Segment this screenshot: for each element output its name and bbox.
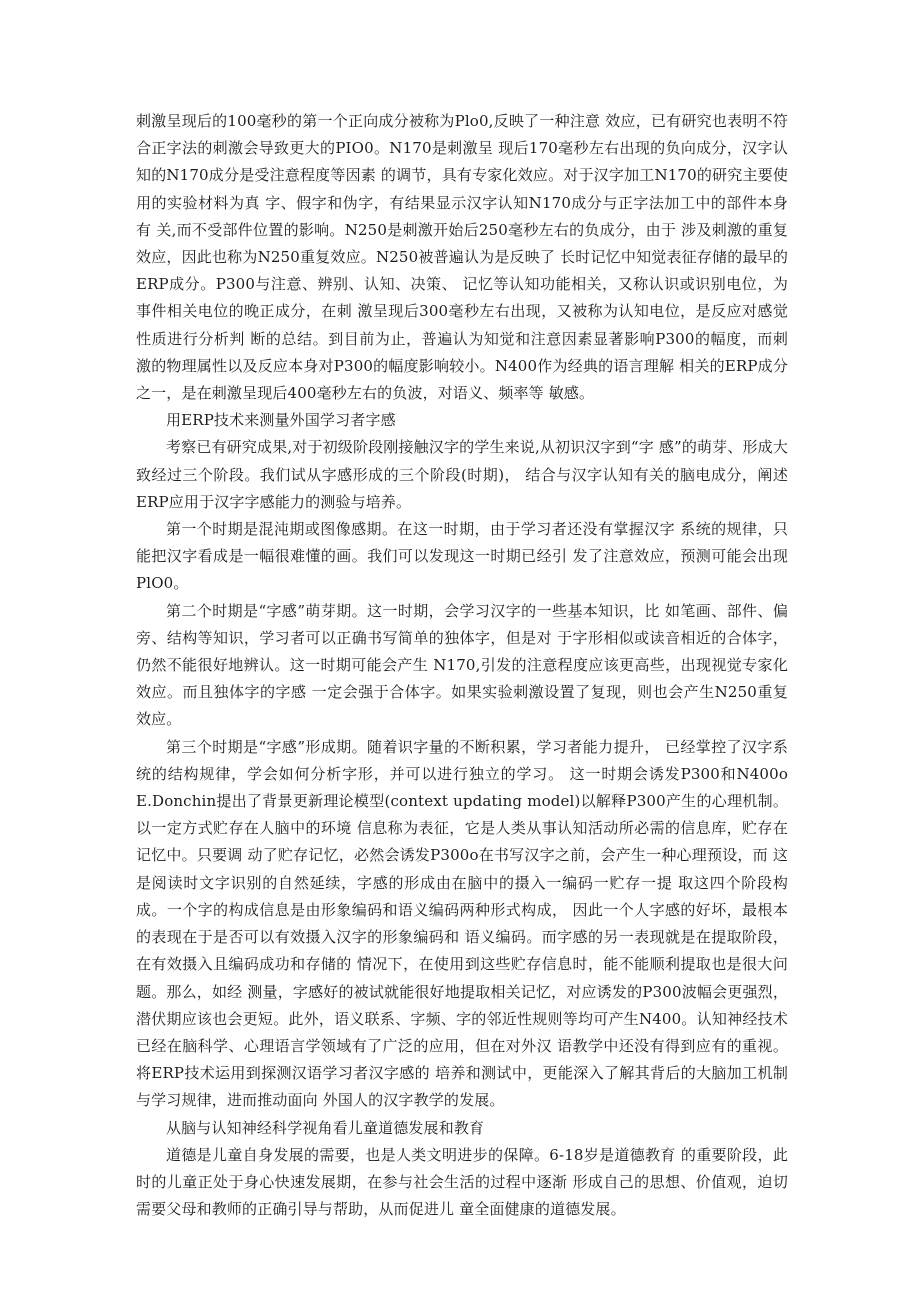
paragraph-stage-one: 第一个时期是混沌期或图像感期。在这一时期，由于学习者还没有掌握汉字 系统的规律，只能把汉字看成是一幅很难懂的画。我们可以发现这一时期已经引 发了注意效应，预测可能会出现PlO0。 (136, 520, 788, 593)
paragraph-stage-three: 第三个时期是“字感”形成期。随着识字量的不断积累，学习者能力提升， 已经掌控了汉字系统的结构规律，学会如何分析字形，并可以进行独立的学习。 这一时期会诱发P300和N400o E.Donchin提出了背景更新理论模型(context updating model)以解释P300产生的心理机制。以一定方式贮存在人脑中的环境 信息称为表征，它是人类从事认知活动所必需的信息库，贮存在记忆中。只要调 动了贮存记忆，必然会诱发P300o在书写汉字之前，会产生一种心理预设，而 这是阅读时文字识别的自然延续，字感的形成由在脑中的摄入一编码一贮存一提 取这四个阶段构成。一个字的构成信息是由形象编码和语义编码两种形式构成， 因此一个人字感的好坏，最根本的表现在于是否可以有效摄入汉字的形象编码和 语义编码。而字感的另一表现就是在提取阶段，在有效摄入且编码成功和存储的 情况下，在使用到这些贮存信息时，能不能顺利提取也是很大问题。那么，如经 测量，字感好的被试就能很好地提取相关记忆，对应诱发的P300波幅会更强烈，潜伏期应该也会更短。此外，语义联系、字频、字的邻近性规则等均可产生N400。认知神经技术已经在脑科学、心理语言学领域有了广泛的应用，但在对外汉 语教学中还没有得到应有的重视。将ERP技术运用到探测汉语学习者汉字感的 培养和测试中，更能深入了解其背后的大脑加工机制与学习规律，进而推动面向 外国人的汉字教学的发展。 (136, 737, 788, 1110)
paragraph-three-stages: 考察已有研究成果,对于初级阶段刚接触汉字的学生来说,从初识汉字到“字 感”的萌芽、形成大致经过三个阶段。我们试从字感形成的三个阶段(时期)， 结合与汉字认知有关的脑电成分，阐述ERP应用于汉字字感能力的测验与培养。 (136, 438, 788, 511)
paragraph-moral-education: 道德是儿童自身发展的需要，也是人类文明进步的保障。6-18岁是道德教育 的重要阶段，此时的儿童正处于身心快速发展期，在参与社会生活的过程中逐渐 形成自己的思想、价值观，迫切需要父母和教师的正确引导与帮助，从而促进儿 童全面健康的道德发展。 (136, 1145, 788, 1219)
document-page (136, 108, 788, 1223)
section-heading-moral-development: 从脑与认知神经科学视角看儿童道德发展和教育 (166, 1118, 485, 1137)
paragraph-stage-two: 第二个时期是“字感”萌芽期。这一时期，会学习汉字的一些基本知识，比 如笔画、部件、偏旁、结构等知识，学习者可以正确书写简单的独体字，但是对 于字形相似或读音相近的合体字，仍然不能很好地辨认。这一时期可能会产生 N170,引发的注意程度应该更高些，出现视觉专家化效应。而且独体字的字感 一定会强于合体字。如果实验刺激设置了复现，则也会产生N250重复效应。 (136, 601, 788, 729)
paragraph-erp-components: 刺激呈现后的100毫秒的第一个正向成分被称为Plo0,反映了一种注意 效应，已有研究也表明不符合正字法的刺激会导致更大的PIO0。N170是刺激呈 现后170毫秒左右出现的负向成分，汉字认知的N170成分是受注意程度等因素 的调节，具有专家化效应。对于汉字加工N170的研究主要使用的实验材料为真 字、假字和伪字，有结果显示汉字认知N170成分与正字法加工中的部件本身有 关,而不受部件位置的影响。N250是刺激开始后250毫秒左右的负成分，由于 涉及刺激的重复效应，因此也称为N250重复效应。N250被普遍认为是反映了 长时记忆中知觉表征存储的最早的ERP成分。P300与注意、辨别、认知、决策、 记忆等认知功能相关，又称认识或识别电位，为事件相关电位的晚正成分，在刺 激呈现后300毫秒左右出现，又被称为认知电位，是反应对感觉性质进行分析判 断的总结。到目前为止，普遍认为知觉和注意因素显著影响P300的幅度，而刺 激的物理属性以及反应本身对P300的幅度影响较小。N400作为经典的语言理解 相关的ERP成分之一，是在刺激呈现后400毫秒左右的负波，对语义、频率等 敏感。 (136, 112, 788, 403)
section-heading-erp-measure: 用ERP技术来测量外国学习者字感 (166, 411, 396, 430)
